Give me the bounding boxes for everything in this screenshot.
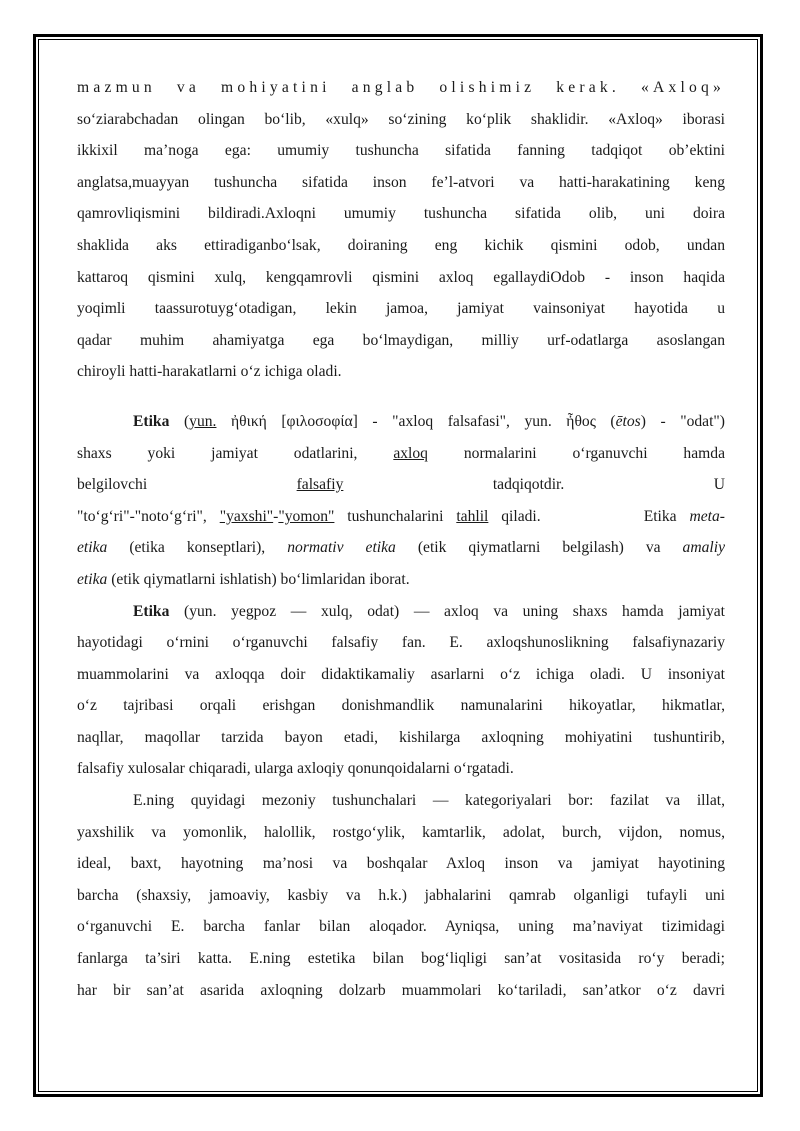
text-fragment: tadqiqotdir. xyxy=(343,476,565,494)
link-yomon[interactable]: "yomon" xyxy=(278,507,335,525)
text-line: muammolarini va axloqqa doir didaktikamaliy asarlarni o‘z ichiga oladi. U insoniyat xyxy=(77,665,725,683)
text-fragment: "to‘g‘ri"-"noto‘g‘ri", xyxy=(77,507,220,525)
text-fragment: etika xyxy=(77,570,108,588)
paragraph-etika-categories xyxy=(77,785,725,1006)
text-line: naqllar, maqollar tarzida bayon etadi, kishilarga axloqning mohiyatini tushuntirib, xyxy=(77,728,725,746)
link-yaxshi[interactable]: "yaxshi" xyxy=(219,507,274,525)
text-line: falsafiy xulosalar chiqaradi, ularga axloqiy qonunqoidalarni o‘rgatadi. xyxy=(77,760,514,778)
document-body xyxy=(77,72,725,1006)
text-line: o‘z tajribasi orqali erishgan donishmandlik namunalarini hikoyatlar, hikmatlar, xyxy=(77,697,725,715)
text-fragment: qiladi. xyxy=(488,507,541,525)
text-line: o‘rganuvchi E. barcha fanlar bilan aloqador. Ayniqsa, uning ma’naviyat tizimidagi xyxy=(77,918,725,936)
text-fragment: (etika konseptlari), xyxy=(107,539,288,557)
text-line: shaklida aks ettiradiganbo‘lsak, doiraning eng kichik qismini odob, undan xyxy=(77,236,725,254)
text-line: qadar muhim ahamiyatga ega bo‘lmaydigan, milliy urf-odatlarga asoslangan xyxy=(77,331,725,349)
text-line xyxy=(77,564,725,596)
text-fragment: ētos xyxy=(615,412,641,430)
text-line: fanlarga ta’siri katta. E.ning estetika bilan bog‘liqligi san’at vositasida ro‘y beradi; xyxy=(77,950,725,968)
text-fragment: ἠθική [φιλοσοφία] - "axloq falsafasi", yun. ἦθος ( xyxy=(216,412,616,430)
text-line: yoqimli taassurotuyg‘otadigan, lekin jamoa, jamiyat vainsoniyat hayotida u xyxy=(77,300,725,318)
term-etika: Etika xyxy=(133,602,170,620)
text-line: har bir san’at asarida axloqning dolzarb muammolari ko‘tariladi, san’atkor o‘z davri xyxy=(77,981,725,999)
text-line: chiroyli hatti-harakatlarni o‘z ichiga oladi. xyxy=(77,363,342,381)
text-line xyxy=(77,501,725,533)
text-fragment: U xyxy=(713,476,725,494)
text-line: E.ning quyidagi mezoniy tushunchalari — kategoriyalari bor: fazilat va illat, xyxy=(133,792,725,810)
text-line: barcha (shaxsiy, jamoaviy, kasbiy va h.k.) jabhalarini qamrab olganligi tufayli uni xyxy=(77,886,725,904)
text-fragment: belgilovchi xyxy=(77,476,297,494)
text-line: ikkixil ma’noga ega: umumiy tushuncha sifatida fanning tadqiqot ob’ektini xyxy=(77,142,725,160)
text-line: yaxshilik va yomonlik, halollik, rostgo‘ylik, kamtarlik, adolat, burch, vijdon, nomus, xyxy=(77,823,725,841)
text-fragment: etika xyxy=(77,539,108,557)
paragraph-etika-yun xyxy=(77,406,725,596)
text-fragment: normativ etika xyxy=(287,539,396,557)
text-fragment: ) - "odat") xyxy=(640,412,725,430)
text-fragment: ( xyxy=(169,412,190,430)
text-line: ideal, baxt, hayotning ma’nosi va boshqalar Axloq inson va jamiyat hayotining xyxy=(77,855,725,873)
text-fragment: meta- xyxy=(689,507,725,525)
text-line: so‘ziarabchadan olingan bo‘lib, «xulq» so‘zining ko‘plik shaklidir. «Axloq» iborasi xyxy=(77,110,725,128)
text-fragment: (etik qiymatlarni belgilash) va xyxy=(395,539,683,557)
text-fragment: Etika xyxy=(643,507,690,525)
text-fragment: (yun. yegpoz — xulq, odat) — axloq va uning shaxs hamda jamiyat xyxy=(169,602,725,620)
text-line xyxy=(77,469,725,501)
text-fragment: normalarini o‘rganuvchi hamda xyxy=(427,444,725,462)
link-falsafiy[interactable]: falsafiy xyxy=(296,476,344,494)
text-fragment: tushunchalarini xyxy=(334,507,457,525)
text-fragment: amaliy xyxy=(682,539,725,557)
text-line: kattaroq qismini xulq, kengqamrovli qismini axloq egallaydiOdob - inson haqida xyxy=(77,268,725,286)
text-line: qamrovliqismini bildiradi.Axloqni umumiy tushuncha sifatida olib, uni doira xyxy=(77,205,725,223)
paragraph-axloq-definition xyxy=(77,72,725,388)
link-axloq[interactable]: axloq xyxy=(393,444,428,462)
link-yun[interactable]: yun. xyxy=(189,412,217,430)
link-tahlil[interactable]: tahlil xyxy=(456,507,489,525)
text-fragment: (etik qiymatlarni ishlatish) bo‘limlaridan iborat. xyxy=(107,570,410,588)
text-line: hayotidagi o‘rnini o‘rganuvchi falsafiy fan. E. axloqshunoslikning falsafiynazariy xyxy=(77,634,725,652)
text-line: mazmun va mohiyatini anglab olishimiz kerak. «Axloq» xyxy=(77,79,725,96)
text-fragment: shaxs yoki jamiyat odatlarini, xyxy=(77,444,358,462)
text-line: anglatsa,muayyan tushuncha sifatida inson fe’l-atvori va hatti-harakatining keng xyxy=(77,173,725,191)
text-line xyxy=(77,406,725,438)
term-etika: Etika xyxy=(133,412,170,430)
text-line xyxy=(77,438,725,470)
text-line xyxy=(77,532,725,564)
paragraph-etika-definition xyxy=(77,596,725,786)
text-fragment: - xyxy=(273,507,279,525)
text-line xyxy=(77,596,725,628)
